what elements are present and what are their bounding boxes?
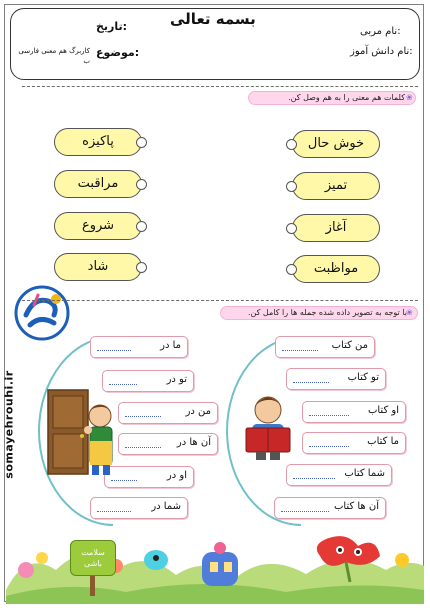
teacher-label: نام مربی: <box>360 26 401 37</box>
match-left-dot[interactable] <box>136 262 147 273</box>
sentence-text: ما کتاب <box>367 436 399 447</box>
match-left-word: پاکیزه <box>54 128 142 156</box>
match-right-word: مواظبت <box>292 255 380 283</box>
answer-line[interactable] <box>97 350 131 351</box>
sentence-box-right[interactable] <box>274 497 386 519</box>
match-right-dot[interactable] <box>286 181 297 192</box>
sentence-text: تو کتاب <box>347 372 379 383</box>
answer-line[interactable] <box>309 415 349 416</box>
instruction-star-icon: ❀ <box>406 308 413 317</box>
match-left-word: مراقبت <box>54 170 142 198</box>
sentence-text: شما کتاب <box>344 468 385 479</box>
page-title: بسمه تعالی <box>170 10 256 28</box>
side-website: somayehrouhi.ir <box>2 370 16 479</box>
sentence-text: او در <box>166 470 187 481</box>
match-right-word: تمیز <box>292 172 380 200</box>
sentence-text: من در <box>185 406 211 417</box>
topic-label: موضوع: <box>96 46 140 59</box>
date-label: تاریخ: <box>96 20 128 33</box>
sentence-text: شما در <box>151 501 181 512</box>
sentence-box-left[interactable] <box>90 497 188 519</box>
greeting-sign <box>70 540 116 576</box>
answer-line[interactable] <box>125 447 161 448</box>
instruction-star-icon: ❀ <box>406 93 413 102</box>
sentence-box-right[interactable] <box>286 464 392 486</box>
sentence-text: تو در <box>166 374 187 385</box>
boy-reading-illustration <box>238 390 298 462</box>
sentence-box-right[interactable] <box>302 432 406 454</box>
match-left-word: شاد <box>54 253 142 281</box>
sentence-box-right[interactable] <box>286 368 386 390</box>
answer-line[interactable] <box>293 382 329 383</box>
separator-top <box>22 86 418 87</box>
answer-line[interactable] <box>293 478 335 479</box>
sentence-box-left[interactable] <box>90 336 188 358</box>
site-logo <box>14 285 70 341</box>
sentence-text: آن ها در <box>176 437 211 448</box>
answer-line[interactable] <box>109 384 137 385</box>
answer-line[interactable] <box>111 480 137 481</box>
match-right-dot[interactable] <box>286 264 297 275</box>
sentence-text: من کتاب <box>331 340 368 351</box>
match-left-dot[interactable] <box>136 221 147 232</box>
sentence-box-right[interactable] <box>302 401 406 423</box>
match-right-word: آغاز <box>292 214 380 242</box>
sign-post <box>90 576 95 596</box>
sentence-text: ما در <box>160 340 181 351</box>
sentence-text: آن ها کتاب <box>333 501 379 512</box>
student-label: نام دانش آموز: <box>350 46 413 57</box>
answer-line[interactable] <box>282 350 318 351</box>
sentence-box-left[interactable] <box>118 402 218 424</box>
separator-middle <box>22 300 418 301</box>
match-left-dot[interactable] <box>136 179 147 190</box>
footer-decoration <box>6 530 424 604</box>
answer-line[interactable] <box>281 511 329 512</box>
match-left-word: شروع <box>54 212 142 240</box>
boy-at-door-illustration <box>46 386 118 476</box>
match-right-dot[interactable] <box>286 223 297 234</box>
sentence-text: او کتاب <box>367 405 399 416</box>
topic-value: کاربرگ هم معنی فارسی ب <box>18 47 90 65</box>
answer-line[interactable] <box>309 446 349 447</box>
answer-line[interactable] <box>97 511 131 512</box>
greeting-sign-text: سلامت باشی <box>81 548 105 568</box>
instruction-complete: با توجه به تصویر داده شده جمله ها را کامل کن. <box>220 306 418 320</box>
answer-line[interactable] <box>125 416 161 417</box>
match-right-word: خوش حال <box>292 130 380 158</box>
match-left-dot[interactable] <box>136 137 147 148</box>
match-right-dot[interactable] <box>286 139 297 150</box>
instruction-match: کلمات هم معنی را به هم وصل کن. <box>248 91 416 105</box>
sentence-box-left[interactable] <box>118 433 218 455</box>
sentence-box-right[interactable] <box>275 336 375 358</box>
